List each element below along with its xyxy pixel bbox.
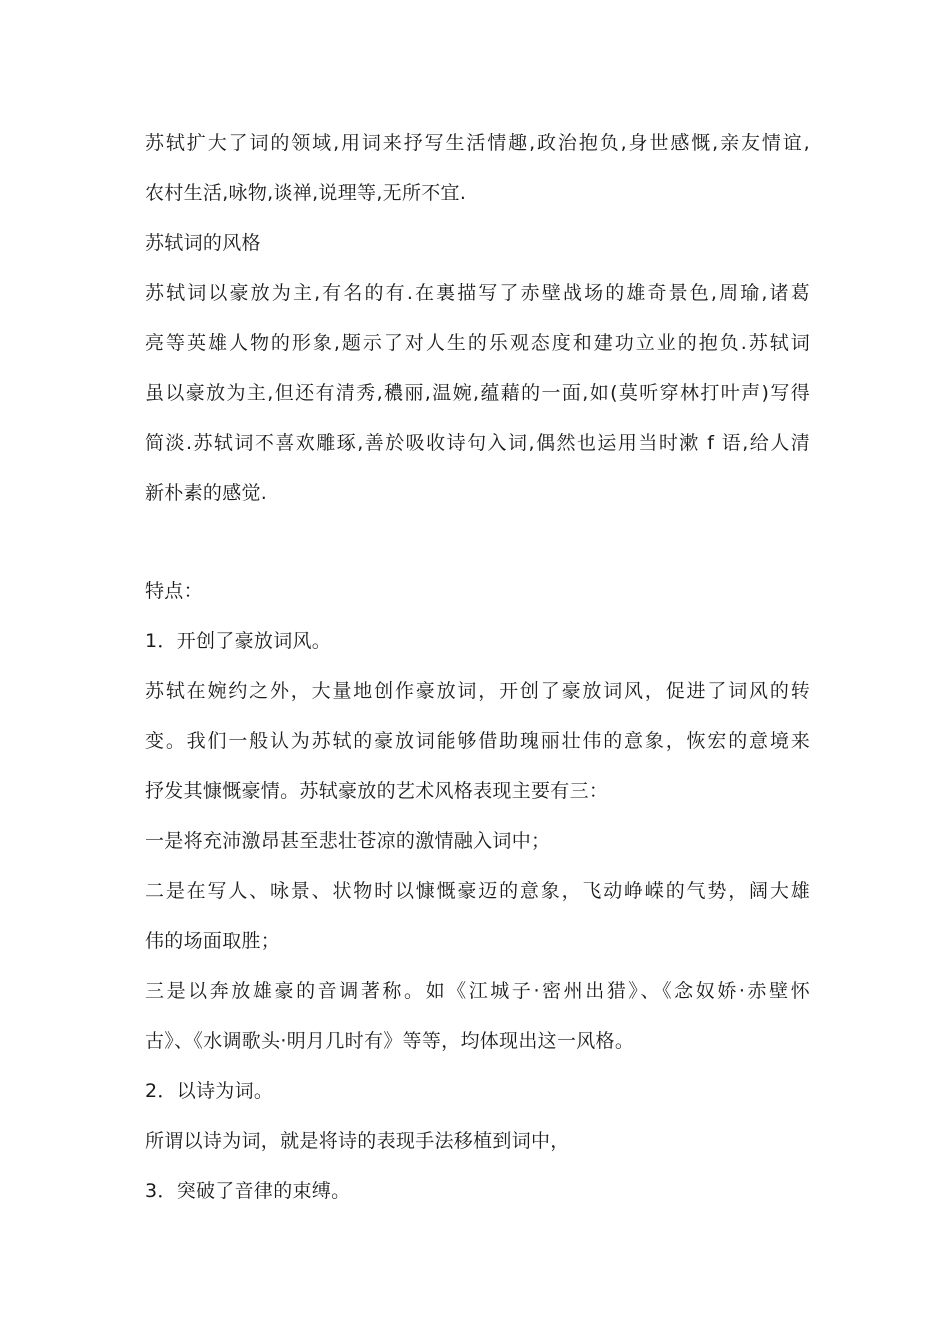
text-line: 新朴素的感觉. — [145, 482, 268, 504]
text-line: 所谓以诗为词，就是将诗的表现手法移植到词中， — [145, 1130, 570, 1152]
list-heading: 1．开创了豪放词风。 — [145, 630, 332, 652]
text-line: 抒发其慷慨豪情。苏轼豪放的艺术风格表现主要有三： — [145, 780, 609, 802]
list-heading: 2．以诗为词。 — [145, 1080, 274, 1102]
text-line: 苏轼扩大了词的领域,用词来抒写生活情趣,政治抱负,身世感慨,亲友情谊, — [145, 132, 810, 154]
text-line: 农村生活,咏物,谈禅,说理等,无所不宜. — [145, 182, 467, 204]
text-line: 亮等英雄人物的形象,题示了对人生的乐观态度和建功立业的抱负.苏轼词 — [145, 332, 810, 354]
text-line: 伟的场面取胜； — [145, 930, 281, 952]
text-line: 简淡.苏轼词不喜欢雕琢,善於吸收诗句入词,偶然也运用当时漱 f 语,给人清 — [145, 432, 810, 454]
text-line: 苏轼词以豪放为主,有名的有.在裏描写了赤壁战场的雄奇景色,周瑜,诸葛 — [145, 282, 810, 304]
document-body — [145, 118, 810, 1216]
section-heading: 苏轼词的风格 — [145, 232, 261, 254]
text-line: 古》、《水调歌头·明月几时有》等等，均体现出这一风格。 — [145, 1030, 635, 1052]
text-line: 变。我们一般认为苏轼的豪放词能够借助瑰丽壮伟的意象，恢宏的意境来 — [145, 730, 810, 752]
text-line: 三是以奔放雄豪的音调著称。如《江城子·密州出猎》、《念奴娇·赤壁怀 — [145, 980, 810, 1002]
text-line: 一是将充沛激昂甚至悲壮苍凉的激情融入词中； — [145, 830, 551, 852]
text-line: 二是在写人、咏景、状物时以慷慨豪迈的意象，飞动峥嵘的气势，阔大雄 — [145, 880, 810, 902]
section-heading: 特点： — [145, 580, 203, 602]
text-line: 苏轼在婉约之外，大量地创作豪放词，开创了豪放词风，促进了词风的转 — [145, 680, 810, 702]
blank-gap — [145, 518, 810, 566]
list-heading: 3．突破了音律的束缚。 — [145, 1180, 351, 1202]
text-line: 虽以豪放为主,但还有清秀,穠丽,温婉,蕴藉的一面,如(莫听穿林打叶声)写得 — [145, 382, 810, 404]
